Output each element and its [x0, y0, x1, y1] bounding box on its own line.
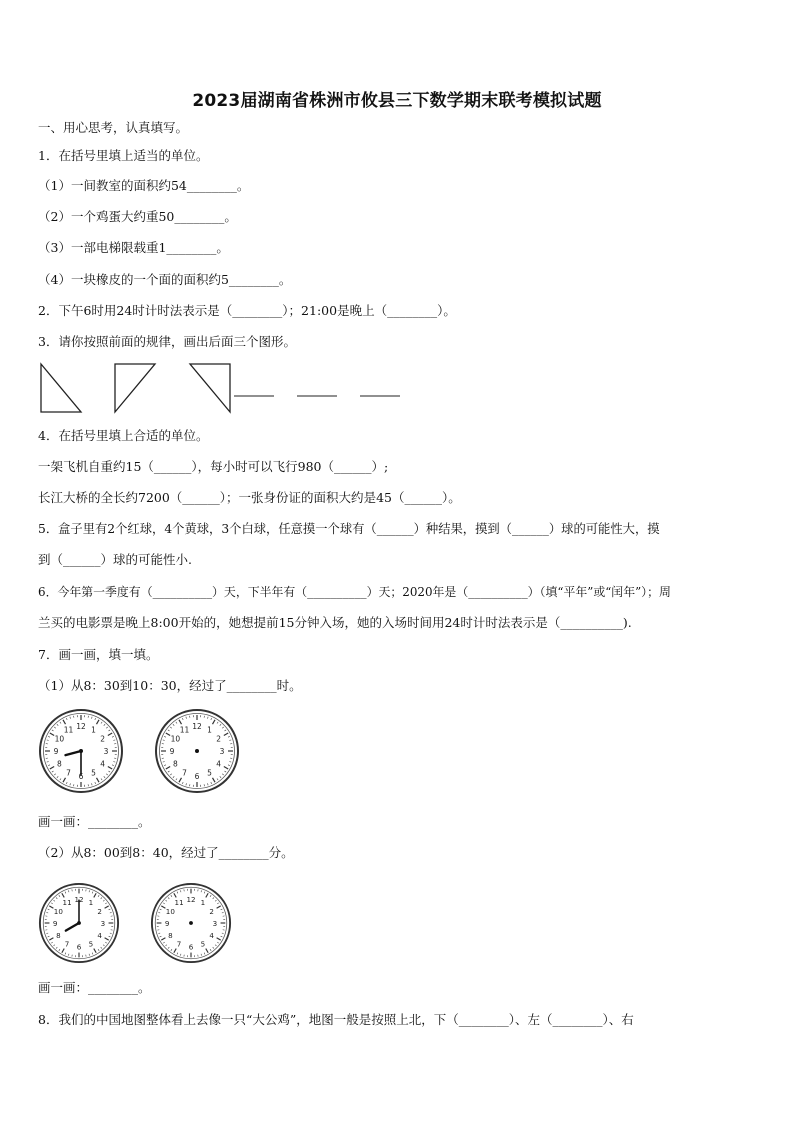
pattern-shapes	[38, 362, 418, 418]
clock-numeral: 7	[64, 939, 70, 949]
question-1-item: （2）一个鸡蛋大约重50________。	[38, 209, 237, 224]
clock-center	[195, 749, 199, 753]
clock-numeral: 11	[174, 898, 184, 908]
clock-numeral: 5	[88, 939, 94, 949]
clock-numeral: 9	[53, 747, 59, 756]
clock-numeral: 2	[209, 906, 214, 916]
clock-numeral: 6	[194, 772, 200, 781]
question-4-line: 长江大桥的全长约7200（______）；一张身份证的面积大约是45（______）。	[38, 490, 461, 505]
page-title: 2023届湖南省株洲市攸县三下数学期末联考模拟试题	[192, 91, 602, 111]
clock-numeral: 7	[176, 939, 182, 949]
clock-center	[77, 921, 81, 925]
clock-numeral: 10	[165, 906, 175, 916]
triangle-shape-2	[115, 364, 155, 412]
clock-numeral: 4	[209, 930, 214, 940]
clock-face-2	[154, 708, 240, 794]
clock-numeral: 1	[200, 898, 206, 908]
clock-numeral: 2	[100, 734, 106, 744]
clock-numeral: 4	[97, 930, 102, 940]
clock-numeral: 6	[78, 772, 84, 781]
clock-numeral: 1	[88, 898, 94, 908]
clock-numeral: 8	[56, 759, 62, 769]
question-7-part-2: （2）从8：00到8：40，经过了________分。	[38, 845, 294, 860]
clock-numeral: 1	[91, 725, 96, 735]
question-1-item: （3）一部电梯限载重1________。	[38, 240, 229, 255]
question-4-line: 一架飞机自重约15（______），每小时可以飞行980（______）;	[38, 459, 389, 474]
clock-numeral: 12	[74, 895, 84, 905]
clock-numeral: 8	[56, 930, 61, 940]
question-1-item: （4）一块橡皮的一个面的面积约5________。	[38, 272, 292, 287]
question-6-line: 6．今年第一季度有（__________）天，下半年有（__________）天；2020年是（__________）（填“平年”或“闰年”）；周	[38, 585, 671, 599]
triangle-shape-3	[190, 364, 230, 412]
clock-numeral: 11	[179, 725, 190, 735]
question-8: 8．我们的中国地图整体看上去像一只“大公鸡”，地图一般是按照上北，下（________）、左（________）、右	[38, 1012, 634, 1027]
clock-center	[189, 921, 193, 925]
triangle-shape-1	[41, 364, 81, 412]
clock-numeral: 3	[219, 747, 225, 756]
clock-numeral: 9	[52, 918, 58, 928]
clock-numeral: 1	[207, 725, 212, 735]
question-5-line: 到（______）球的可能性小.	[38, 552, 192, 567]
question-5-line: 5．盒子里有2个红球，4个黄球，3个白球，任意摸一个球有（______）种结果，摸到（______）球的可能性大，摸	[38, 522, 660, 536]
clock-numeral: 8	[168, 930, 173, 940]
question-4-stem: 4．在括号里填上合适的单位。	[38, 428, 209, 443]
clock-numeral: 11	[63, 725, 74, 735]
clock-face-3	[38, 882, 120, 964]
clock-numeral: 12	[192, 722, 202, 731]
clock-numeral: 6	[76, 942, 82, 952]
clock-numeral: 7	[66, 768, 71, 778]
clock-numeral: 4	[100, 759, 106, 769]
clock-numeral: 4	[216, 759, 222, 769]
clock-numeral: 2	[216, 734, 222, 744]
clock-numeral: 12	[186, 895, 196, 905]
clock-numeral: 9	[164, 918, 170, 928]
clock-numeral: 6	[188, 942, 194, 952]
clock-numeral: 5	[207, 768, 212, 778]
section-heading: 一、用心思考，认真填写。	[38, 120, 189, 135]
question-7-draw-1: 画一画：________。	[38, 814, 151, 829]
question-2: 2．下午6时用24时计时法表示是（________）；21:00是晚上（________）。	[38, 303, 456, 318]
clock-numeral: 8	[172, 759, 178, 769]
clock-numeral: 5	[91, 768, 96, 778]
question-7-draw-2: 画一画：________。	[38, 980, 151, 995]
clock-numeral: 10	[170, 734, 181, 744]
question-7-stem: 7．画一画，填一填。	[38, 647, 159, 662]
clock-numeral: 3	[103, 747, 109, 756]
question-7-part-1: （1）从8：30到10：30，经过了________时。	[38, 678, 302, 693]
clock-numeral: 3	[212, 918, 218, 928]
question-1-stem: 1．在括号里填上适当的单位。	[38, 148, 209, 163]
clock-numeral: 10	[53, 906, 63, 916]
clock-numeral: 11	[62, 898, 72, 908]
clock-numeral: 7	[182, 768, 187, 778]
question-1-item: （1）一间教室的面积约54________。	[38, 178, 250, 193]
clock-face-4	[150, 882, 232, 964]
clock-numeral: 12	[76, 722, 86, 731]
clock-numeral: 3	[100, 918, 106, 928]
clock-numeral: 9	[169, 747, 175, 756]
question-6-line: 兰买的电影票是晚上8:00开始的，她想提前15分钟入场，她的入场时间用24时计时法表示是（__________).	[38, 615, 632, 630]
question-3: 3．请你按照前面的规律，画出后面三个图形。	[38, 334, 296, 349]
clock-face-1	[38, 708, 124, 794]
clock-center	[79, 749, 83, 753]
clock-numeral: 5	[200, 939, 206, 949]
clock-numeral: 10	[54, 734, 65, 744]
clock-numeral: 2	[97, 906, 102, 916]
